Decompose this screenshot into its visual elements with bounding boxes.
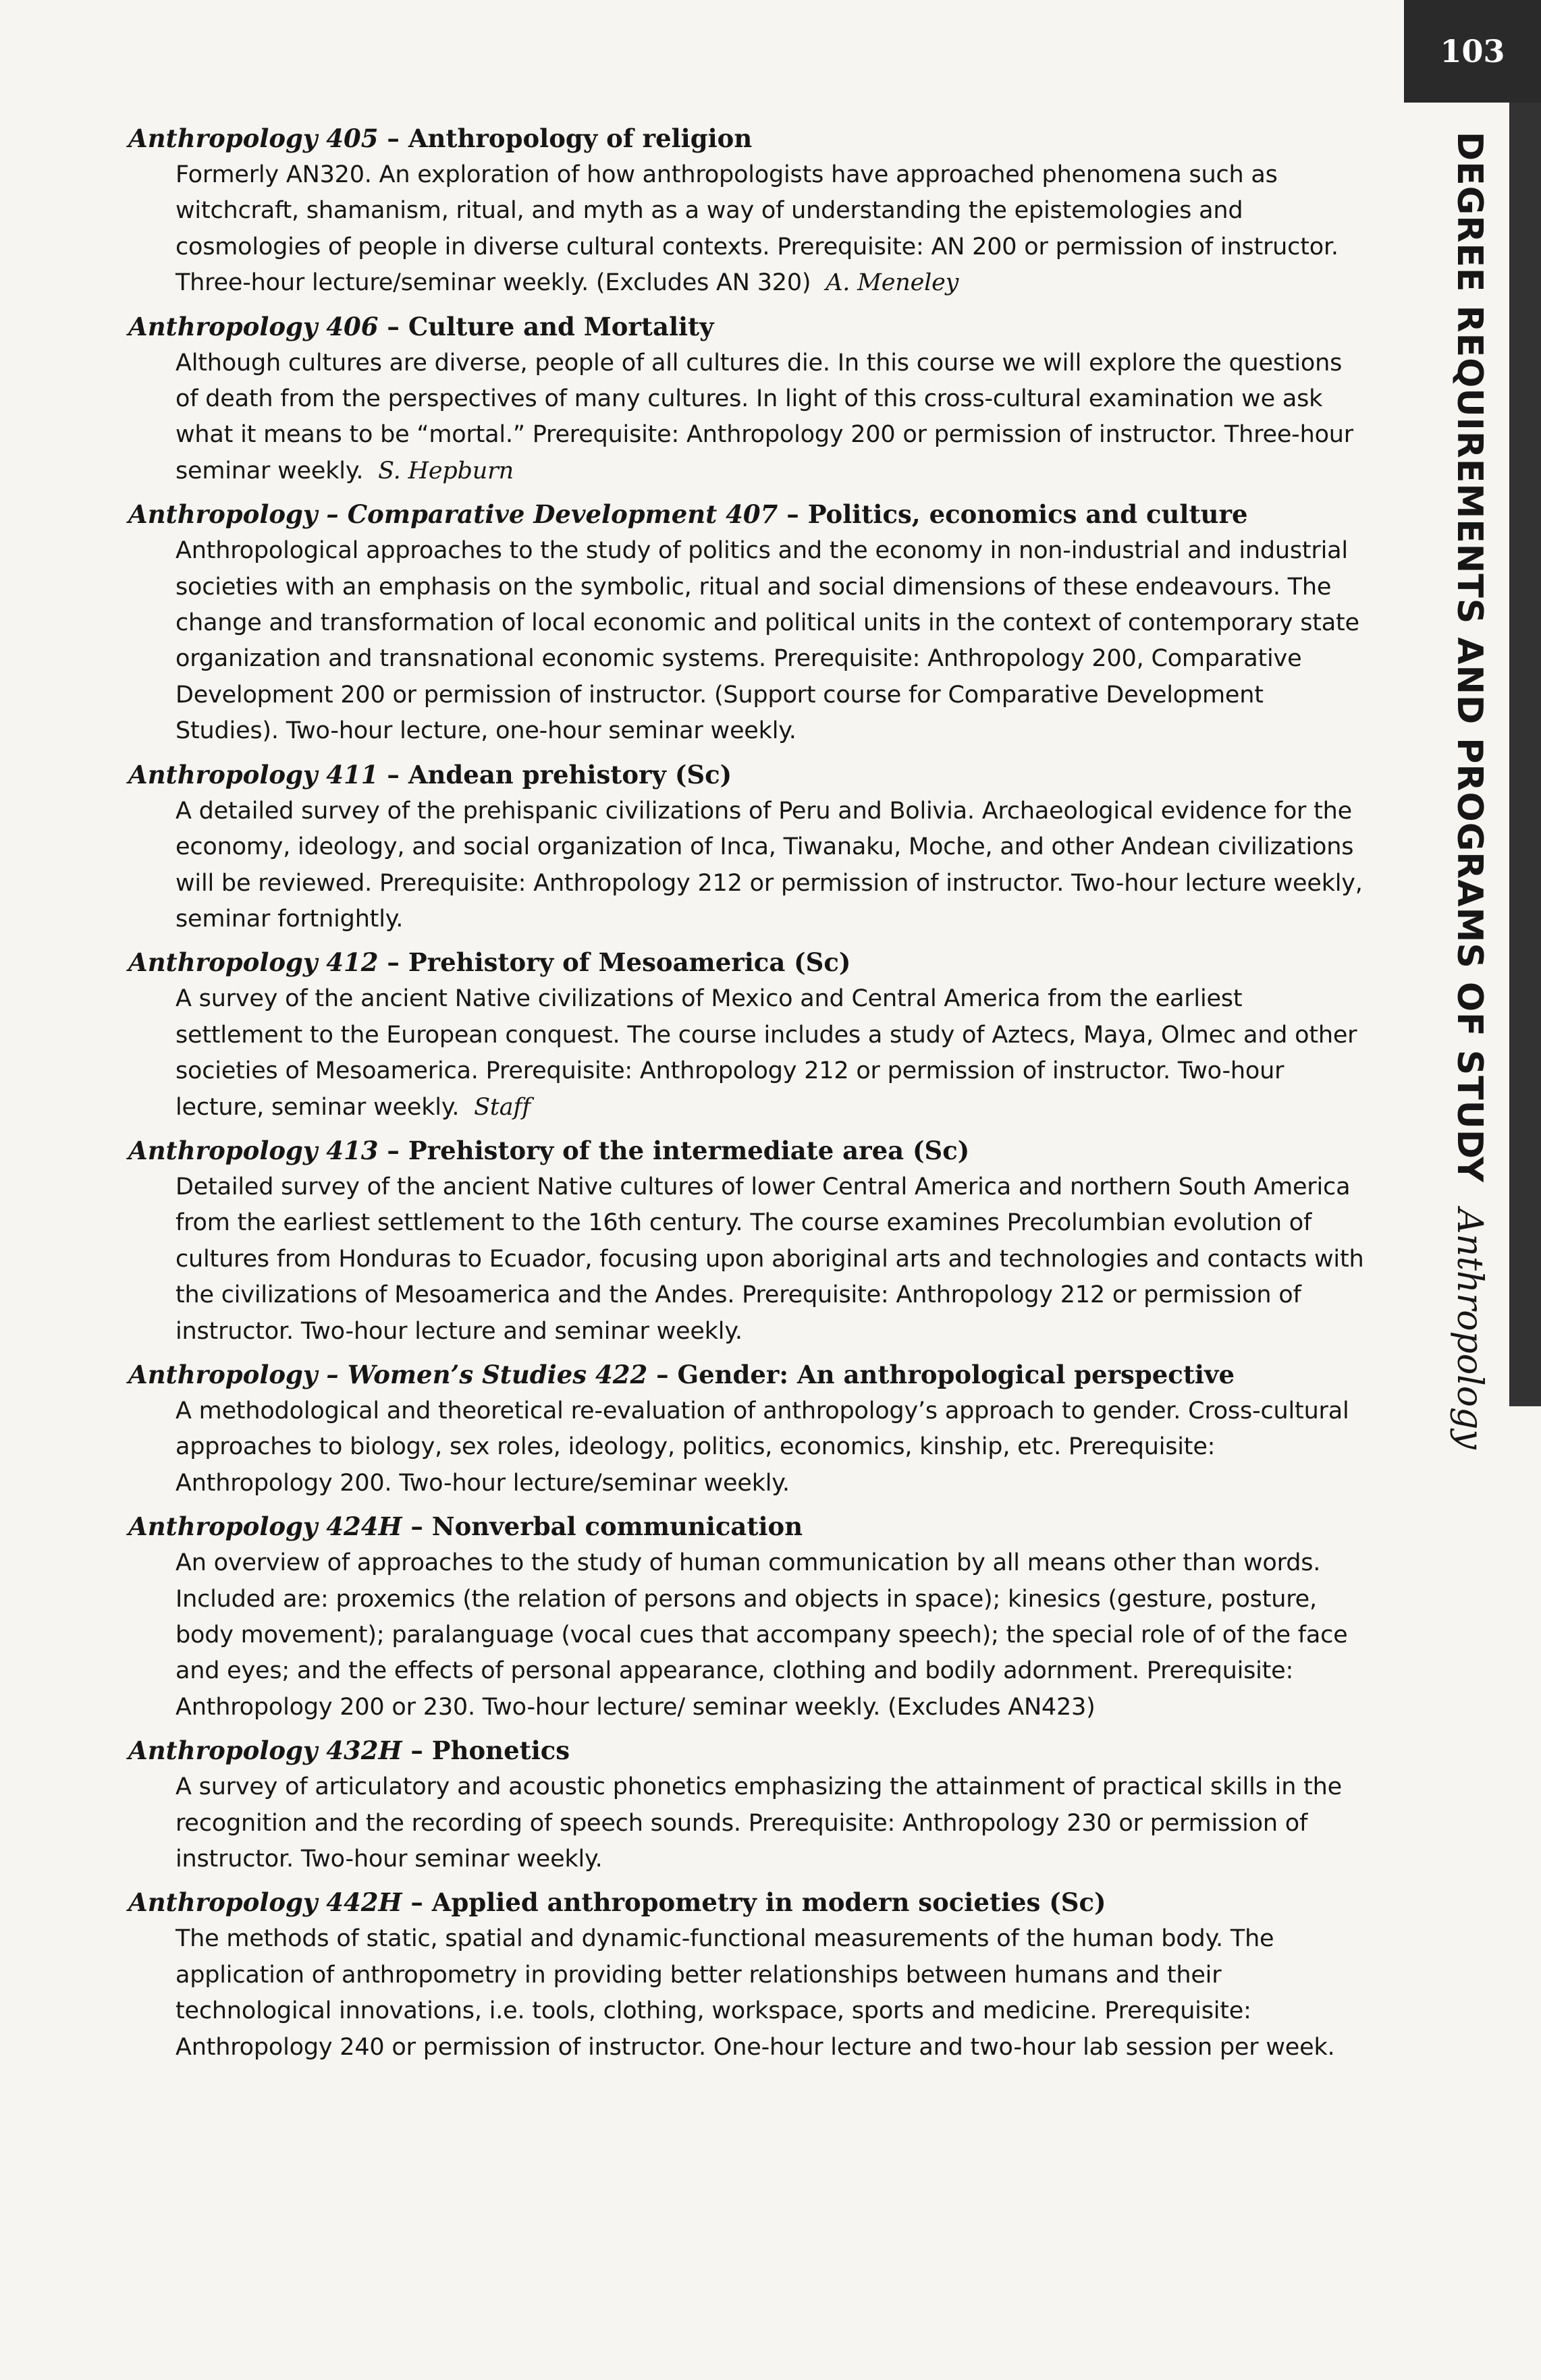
- course-entry: [128, 1732, 1370, 1877]
- course-title: Andean prehistory (Sc): [408, 759, 732, 790]
- course-description-block: [175, 1545, 1370, 1725]
- course-code: Anthropology 442H: [128, 1887, 402, 1918]
- course-title: Gender: An anthropological perspective: [677, 1359, 1235, 1389]
- course-heading: [128, 1884, 1370, 1921]
- course-code: Anthropology – Women’s Studies 422: [128, 1359, 648, 1389]
- course-heading: [128, 1356, 1370, 1393]
- course-entry: [128, 756, 1370, 938]
- subject-heading: Anthropology: [1449, 1208, 1490, 1449]
- course-description-block: [175, 1921, 1370, 2066]
- course-code: Anthropology 412: [128, 947, 379, 978]
- course-description: Detailed survey of the ancient Native cultures of lower Central America and northern South America from the earliest settlement to the 16th century. The course examines Precolumbian evolution of cultures from Honduras to Ecuador, focusing upon aboriginal arts and technologies and contacts with the civilizations of Mesoamerica and the Andes. Prerequisite: Anthropology 212 or permission of instructor. Two-hour lecture and seminar weekly.: [175, 1173, 1364, 1345]
- course-description: A survey of the ancient Native civilizations of Mexico and Central America from the earliest settlement to the European conquest. The course includes a study of Aztecs, Maya, Olmec and other societies of Mesoamerica. Prerequisite: Anthropology 212 or permission of instructor. Two-hour lecture, seminar weekly.: [175, 985, 1357, 1121]
- title-separator: –: [402, 1512, 432, 1542]
- course-code: Anthropology – Comparative Development 407: [128, 499, 778, 530]
- course-title: Phonetics: [431, 1736, 570, 1766]
- course-entry: [128, 944, 1370, 1126]
- course-code: Anthropology 424H: [128, 1512, 402, 1542]
- title-separator: –: [778, 499, 808, 530]
- course-heading: [128, 1132, 1370, 1169]
- course-description-block: [175, 794, 1370, 938]
- course-description: The methods of static, spatial and dynamic-functional measurements of the human body. The application of anthropometry in providing better relationships between humans and their technological innovations, i.e. tools, clothing, workspace, sports and medicine. Prerequisite: Anthropology 240 or permission of instructor. One-hour lecture and two-hour lab session per week.: [175, 1925, 1335, 2061]
- course-instructor: A. Meneley: [826, 269, 959, 297]
- page-number: 103: [1404, 0, 1541, 103]
- course-description-block: [175, 1769, 1370, 1877]
- course-description: A methodological and theoretical re-evaluation of anthropology’s approach to gender. Cross-cultural approaches to biology, sex roles, ideology, politics, economics, kinship, etc. Prerequisite: Anthropology 200. Two-hour lecture/seminar weekly.: [175, 1397, 1349, 1497]
- course-heading: [128, 756, 1370, 794]
- course-entry: [128, 496, 1370, 749]
- course-entry: [128, 1356, 1370, 1501]
- course-description: Formerly AN320. An exploration of how anthropologists have approached phenomena such as witchcraft, shamanism, ritual, and myth as a way of understanding the epistemologies and cosmologies of people in diverse cultural contexts. Prerequisite: AN 200 or permission of instructor. Three-hour lecture/seminar weekly. (Excludes AN 320): [175, 161, 1339, 297]
- side-heading: [1449, 132, 1496, 1449]
- title-separator: –: [378, 311, 408, 341]
- course-entry: [128, 308, 1370, 490]
- course-title: Nonverbal communication: [431, 1512, 803, 1542]
- course-title: Prehistory of Mesoamerica (Sc): [408, 947, 851, 978]
- course-instructor: S. Hepburn: [378, 457, 514, 485]
- course-code: Anthropology 405: [128, 123, 379, 153]
- course-description-block: [175, 1393, 1370, 1501]
- course-description: A survey of articulatory and acoustic phonetics emphasizing the attainment of practical skills in the recognition and the recording of speech sounds. Prerequisite: Anthropology 230 or permission of instructor. Two-hour seminar weekly.: [175, 1773, 1342, 1873]
- title-separator: –: [378, 123, 408, 153]
- course-list: [128, 120, 1370, 2072]
- course-description-block: [175, 533, 1370, 749]
- course-description: Although cultures are diverse, people of all cultures die. In this course we will explore the questions of death from the perspectives of many cultures. In light of this cross-cultural examination we ask what it means to be “mortal.” Prerequisite: Anthropology 200 or permission of instructor. Three-hour seminar weekly.: [175, 349, 1353, 485]
- course-code: Anthropology 406: [128, 311, 379, 341]
- side-bar-marker: [1509, 103, 1541, 1406]
- section-heading: DEGREE REQUIREMENTS AND PROGRAMS OF STUDY: [1449, 132, 1490, 1183]
- course-description-block: [175, 1169, 1370, 1350]
- title-separator: –: [402, 1736, 432, 1766]
- course-description-block: [175, 157, 1370, 302]
- course-instructor: Staff: [474, 1093, 531, 1121]
- course-heading: [128, 120, 1370, 157]
- course-code: Anthropology 411: [128, 759, 379, 790]
- course-title: Prehistory of the intermediate area (Sc): [408, 1135, 970, 1165]
- course-title: Applied anthropometry in modern societies (Sc): [431, 1887, 1106, 1918]
- course-title: Anthropology of religion: [408, 123, 753, 153]
- course-description: Anthropological approaches to the study of politics and the economy in non-industrial and industrial societies with an emphasis on the symbolic, ritual and social dimensions of these endeavours. The change and transformation of local economic and political units in the context of contemporary state organization and transnational economic systems. Prerequisite: Anthropology 200, Comparative Development 200 or permission of instructor. (Support course for Comparative Development Studies). Two-hour lecture, one-hour seminar weekly.: [175, 537, 1359, 745]
- title-separator: –: [378, 759, 408, 790]
- course-heading: [128, 308, 1370, 345]
- course-description: An overview of approaches to the study of human communication by all means other than words. Included are: proxemics (the relation of persons and objects in space); kinesics (gesture, posture, body movement); paralanguage (vocal cues that accompany speech); the special role of of the face and eyes; and the effects of personal appearance, clothing and bodily adornment. Prerequisite: Anthropology 200 or 230. Two-hour lecture/ seminar weekly. (Excludes AN423): [175, 1549, 1348, 1721]
- course-entry: [128, 1508, 1370, 1725]
- course-heading: [128, 944, 1370, 981]
- course-description: A detailed survey of the prehispanic civilizations of Peru and Bolivia. Archaeological evidence for the economy, ideology, and social organization of Inca, Tiwanaku, Moche, and other Andean civilizations will be reviewed. Prerequisite: Anthropology 212 or permission of instructor. Two-hour lecture weekly, seminar fortnightly.: [175, 797, 1363, 933]
- course-code: Anthropology 432H: [128, 1736, 402, 1766]
- course-heading: [128, 496, 1370, 533]
- course-heading: [128, 1508, 1370, 1545]
- course-entry: [128, 1884, 1370, 2066]
- course-entry: [128, 1132, 1370, 1350]
- course-title: Politics, economics and culture: [807, 499, 1248, 530]
- title-separator: –: [402, 1887, 432, 1918]
- course-description-block: [175, 345, 1370, 490]
- course-title: Culture and Mortality: [408, 311, 714, 341]
- title-separator: –: [378, 947, 408, 978]
- course-heading: [128, 1732, 1370, 1769]
- course-entry: [128, 120, 1370, 302]
- course-description-block: [175, 981, 1370, 1126]
- course-code: Anthropology 413: [128, 1135, 379, 1165]
- title-separator: –: [647, 1359, 678, 1389]
- title-separator: –: [378, 1135, 408, 1165]
